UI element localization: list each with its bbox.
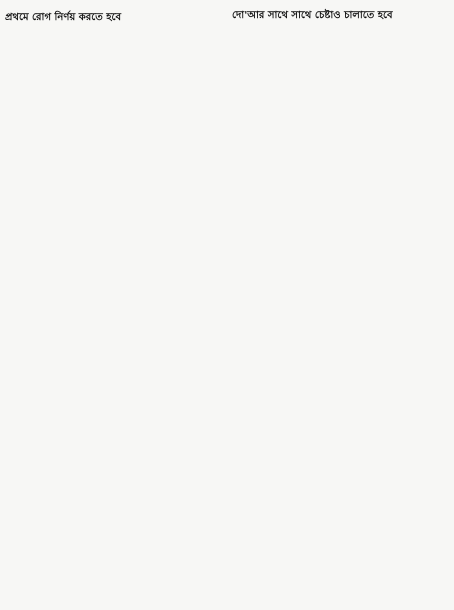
right-section-heading: দো'আর সাথে সাথে চেষ্টাও চালাতে হবে [232, 10, 393, 21]
right-column [232, 4, 449, 606]
left-section-heading: প্রথমে রোগ নির্ণয় করতে হবে [5, 12, 122, 23]
left-column [5, 4, 222, 606]
